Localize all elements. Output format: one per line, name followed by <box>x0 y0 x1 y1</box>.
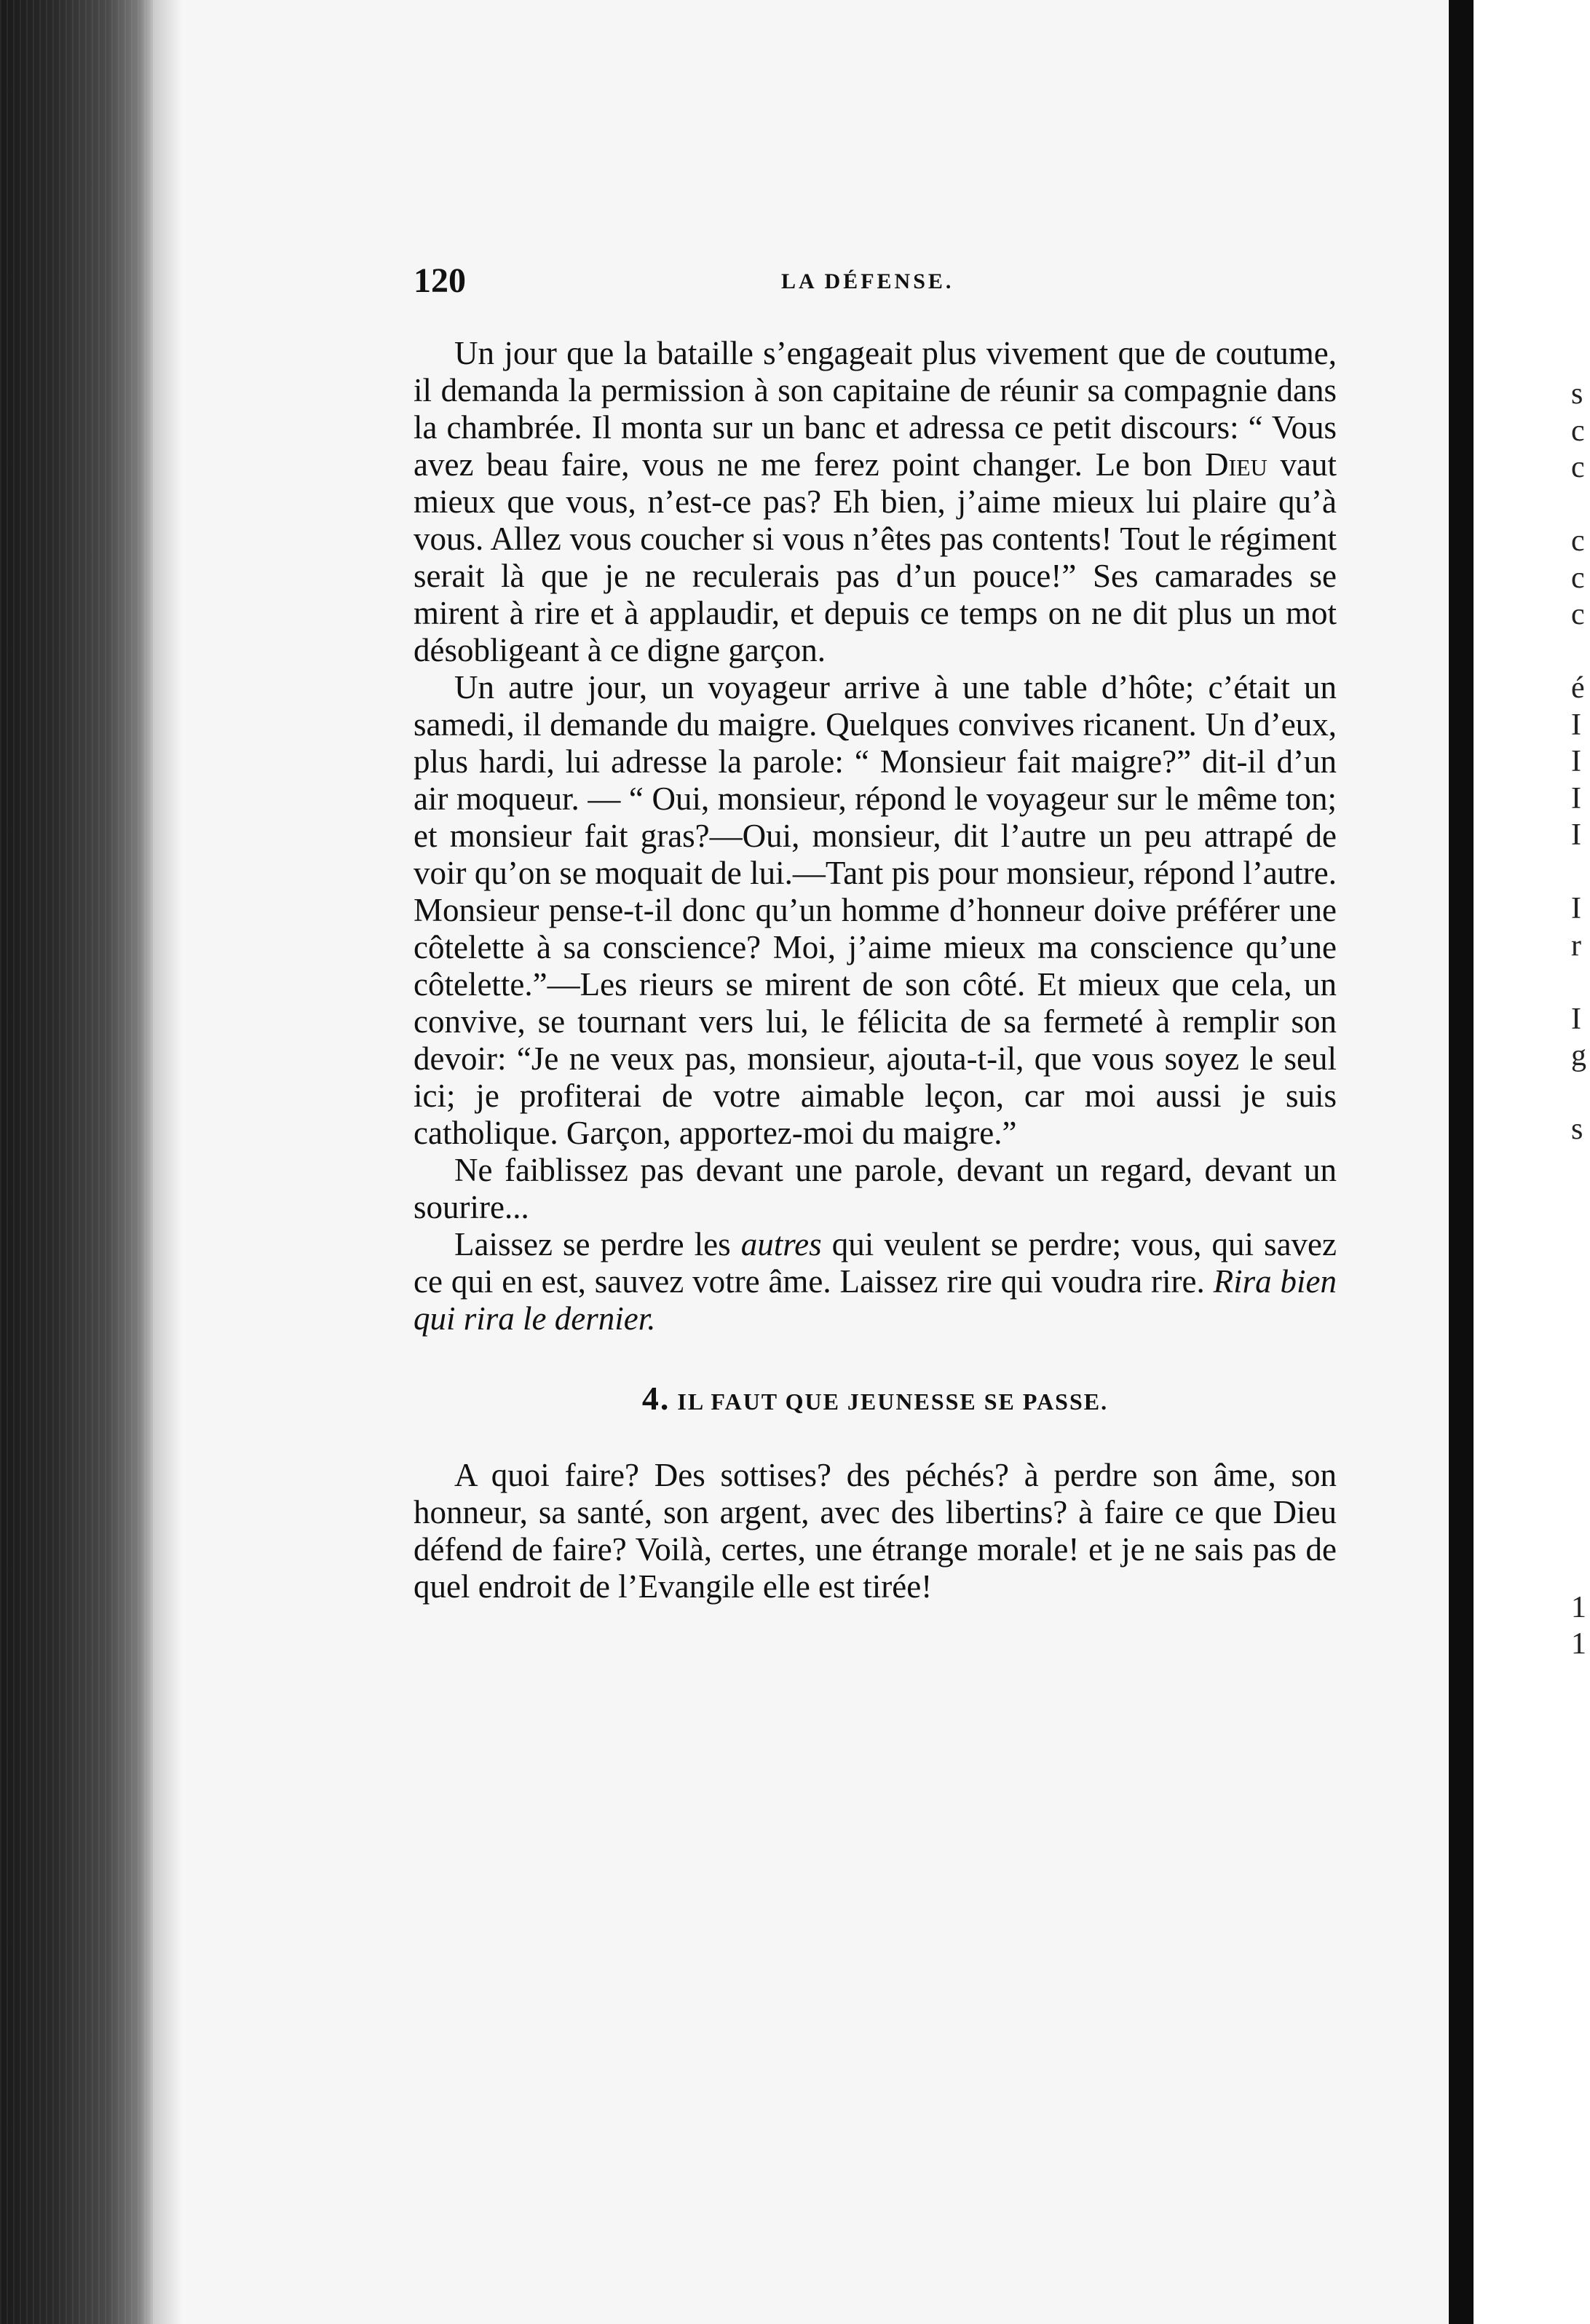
paragraph: Un autre jour, un voyageur arrive à une table d’hôte; c’était un samedi, il demande du maigre. Quelques convives ricanent. Un d’eux, plus hardi, lui adresse la parole: “ Monsieur fait maigre?” dit-il d’un air moqueur. — “ Oui, monsieur, répond le voyageur sur le même ton; et monsieur fait gras?—Oui, monsieur, dit l’autre un peu attrapé de voir qu’on se moquait de lui.—Tant pis pour monsieur, répond l’autre. Monsieur pense-t-il donc qu’un homme d’honneur doive préférer une côtelette à sa conscience? Moi, j’aime mieux ma conscience qu’une côtelette.”—Les rieurs se mirent de son côté. Et mieux que cela, un convive, se tournant vers lui, le félicita de sa fermeté à remplir son devoir: “Je ne veux pas, monsieur, ajouta-t-il, que vous soyez le seul ici; je profiterai de votre aimable leçon, car moi aussi je suis catholique. Garçon, apportez-moi du maigre.” <box>414 669 1337 1151</box>
paragraph-text: qui veulent se perdre; vous, qui savez ce qui en est, sauvez votre âme. Laissez rire qui voudra rire. <box>414 1226 1337 1300</box>
facing-page-letter <box>1571 964 1590 1001</box>
facing-page-letter <box>1571 1516 1590 1553</box>
small-caps-word: Dieu <box>1204 446 1267 483</box>
italic-word: autres <box>740 1226 822 1262</box>
facing-page-letter: c <box>1571 414 1585 448</box>
facing-page-letter <box>1571 1148 1590 1185</box>
facing-page-letter: c <box>1571 524 1585 558</box>
facing-page-letters <box>1571 376 1590 1663</box>
facing-page-letter <box>1571 1295 1590 1332</box>
facing-page-letter: é <box>1571 671 1585 705</box>
section-title: IL FAUT QUE JEUNESSE SE PASSE. <box>677 1388 1109 1415</box>
facing-page-letter: r <box>1571 928 1581 963</box>
facing-page-letter <box>1571 633 1590 671</box>
facing-page-letter <box>1571 1332 1590 1369</box>
facing-page-letter: c <box>1571 451 1585 484</box>
facing-page-letter: I <box>1571 745 1581 778</box>
paragraph-text: vaut mieux que vous, n’est-ce pas? Eh bien, j’aime mieux lui plaire qu’à vous. Allez vous coucher si vous n’êtes pas contents! Tout le régiment serait là que je ne reculerais pas d’un pouce!” Ses camarades se mirent à rire et à applaudir, et depuis ce temps on ne dit plus un mot désobligeant à ce digne garçon. <box>414 446 1337 668</box>
section-heading <box>414 1380 1337 1420</box>
running-head <box>414 261 1353 304</box>
book-gutter <box>1449 0 1474 2324</box>
body-text <box>414 335 1337 1605</box>
facing-page-letter <box>1571 486 1590 523</box>
facing-page-letter: g <box>1571 1039 1586 1072</box>
book-fore-edge-texture <box>0 0 153 2324</box>
paragraph <box>414 1226 1337 1337</box>
facing-page-letter <box>1571 1222 1590 1259</box>
facing-page-letter <box>1571 1258 1590 1295</box>
paragraph <box>414 335 1337 669</box>
facing-page-letter: s <box>1571 377 1583 411</box>
facing-page-letter: 1 <box>1571 1627 1586 1661</box>
facing-page-letter: 1 <box>1571 1590 1586 1624</box>
page-number: 120 <box>414 261 466 300</box>
facing-page-letter <box>1571 1405 1590 1442</box>
facing-page-letter <box>1571 1442 1590 1479</box>
italic-proverb: Rira bien qui rira le dernier. <box>414 1263 1337 1337</box>
facing-page-letter <box>1571 1185 1590 1222</box>
facing-page-letter: I <box>1571 781 1581 815</box>
facing-page-letter: I <box>1571 708 1581 742</box>
facing-page-letter <box>1571 854 1590 891</box>
section-number: 4. <box>641 1380 671 1417</box>
paragraph: Ne faiblissez pas devant une parole, devant un regard, devant un sourire... <box>414 1152 1337 1225</box>
paragraph-text: Un jour que la bataille s’engageait plus vivement que de coutume, il demanda la permission à son capitaine de réunir sa compagnie dans la chambrée. Il monta sur un banc et adressa ce petit discours: “ Vous avez beau faire, vous ne me ferez point changer. Le bon <box>414 335 1337 483</box>
facing-page-letter: c <box>1571 598 1585 631</box>
running-title: LA DÉFENSE. <box>781 269 954 293</box>
facing-page-letter: I <box>1571 892 1581 925</box>
facing-page-letter: I <box>1571 818 1581 852</box>
page-shadow <box>153 0 182 2324</box>
facing-page-letter: s <box>1571 1112 1583 1146</box>
paragraph: A quoi faire? Des sottises? des péchés? à perdre son âme, son honneur, sa santé, son argent, avec des libertins? à faire ce que Dieu défend de faire? Voilà, certes, une étrange morale! et je ne sais pas de quel endroit de l’Evangile elle est tirée! <box>414 1457 1337 1605</box>
paragraph-text: Laissez se perdre les <box>454 1226 741 1262</box>
facing-page-letter <box>1571 1075 1590 1112</box>
facing-page-letter: I <box>1571 1002 1581 1036</box>
facing-page-edge <box>1474 0 1590 2324</box>
facing-page-letter <box>1571 1552 1590 1589</box>
facing-page-letter: c <box>1571 561 1585 595</box>
facing-page-letter <box>1571 1479 1590 1516</box>
facing-page-letter <box>1571 1369 1590 1406</box>
